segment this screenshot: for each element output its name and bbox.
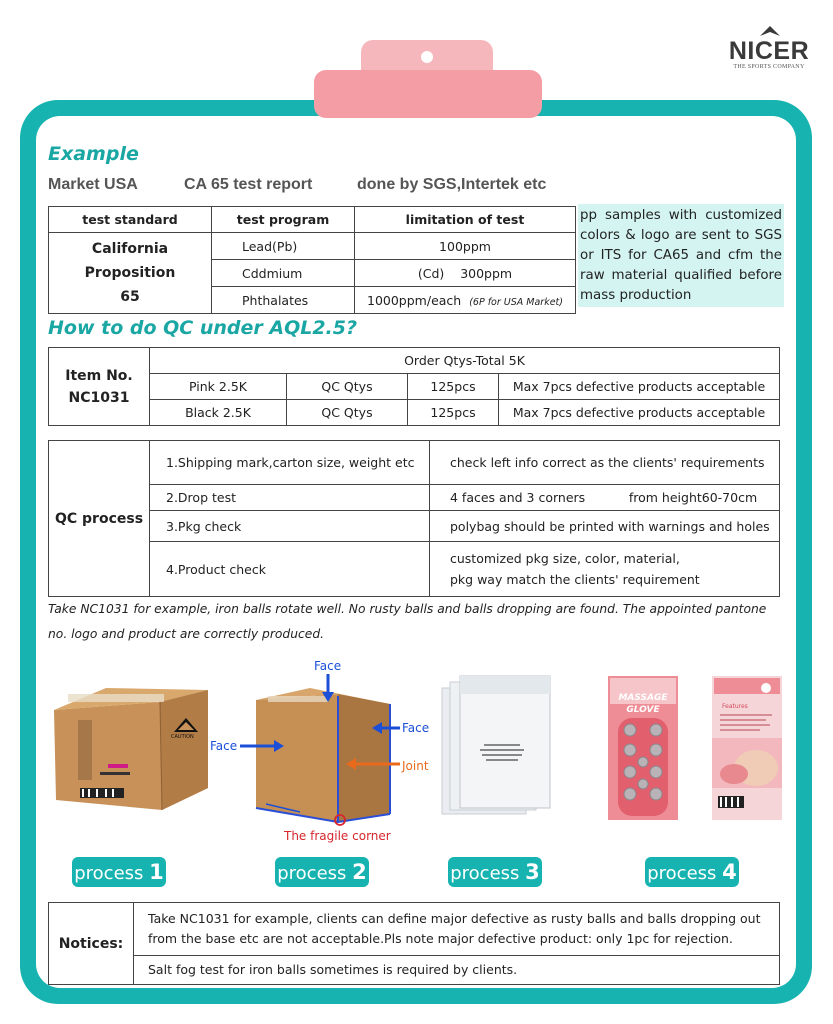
process-label-2	[275, 857, 369, 887]
limit-phthalates-cell	[355, 287, 576, 314]
order-header: Order Qtys-Total 5K	[150, 348, 780, 374]
program-cadmium: Cddmium	[212, 260, 355, 287]
item-number-cell	[49, 348, 150, 426]
order-color: Black 2.5K	[150, 400, 287, 426]
drop-test-diagram	[204, 656, 442, 852]
carton-caution-text: CAUTION	[171, 734, 194, 740]
process-number: 2	[352, 860, 367, 884]
process-number: 3	[525, 860, 540, 884]
process-word: process	[450, 863, 520, 884]
qc-process-label: QC process	[49, 441, 150, 597]
notice-row-1: Take NC1031 for example, clients can define major defective as rusty balls and balls dropping out from the base etc are not acceptable.Pls note major defective product: only 1pc for rejection.	[134, 903, 780, 956]
qc-process-table	[48, 440, 780, 597]
example-heading: Example	[48, 143, 139, 165]
order-type: QC Qtys	[287, 400, 408, 426]
process-label-4	[645, 857, 739, 887]
process-word: process	[277, 863, 347, 884]
test-standard: California Proposition 65	[84, 241, 176, 305]
qc-step-2: 2.Drop test	[150, 485, 430, 511]
limit-cadmium: (Cd) 300ppm	[355, 260, 576, 287]
qc-heading: How to do QC under AQL2.5?	[48, 317, 358, 339]
process-word: process	[74, 863, 144, 884]
carton-image	[50, 680, 212, 830]
process-word: process	[647, 863, 717, 884]
brand-name: NICER	[728, 37, 810, 65]
notices-table	[48, 902, 780, 985]
lab-label: done by SGS,Intertek etc	[357, 176, 547, 193]
qc-check-3: polybag should be printed with warnings and holes	[430, 511, 780, 542]
qc-check-1: check left info correct as the clients' requirements	[430, 441, 780, 485]
lab-note-box: pp samples with customized colors & logo are sent to SGS or ITS for CA65 and cfm the raw material qualified before mass production	[578, 204, 784, 307]
limit-lead: 100ppm	[355, 233, 576, 260]
qc-check-2: 4 faces and 3 corners from height60-70cm	[430, 485, 780, 511]
program-lead: Lead(Pb)	[212, 233, 355, 260]
limit-phthalates: 1000ppm/each	[367, 292, 462, 308]
hang-tab-hole	[421, 51, 433, 63]
product-massage-text: MASSAGE	[618, 693, 668, 703]
header-test-program: test program	[212, 207, 355, 233]
label-face-right: Face	[402, 721, 430, 735]
order-type: QC Qtys	[287, 374, 408, 400]
header-test-standard: test standard	[49, 207, 212, 233]
qc-check-4a: customized pkg size, color, material,	[450, 551, 680, 566]
qc-check-4-cell	[430, 542, 780, 597]
label-face-top: Face	[314, 659, 342, 673]
order-color: Pink 2.5K	[150, 374, 287, 400]
label-fragile-corner: The fragile corner	[284, 829, 391, 843]
order-table	[48, 347, 780, 426]
polybag-image	[440, 674, 556, 820]
market-label: Market USA	[48, 176, 138, 193]
order-qty: 125pcs	[408, 400, 499, 426]
limit-phthalates-note: (6P for USA Market)	[469, 296, 563, 308]
qc-step-4: 4.Product check	[150, 542, 430, 597]
test-standard-cell	[49, 233, 212, 314]
order-qty: 125pcs	[408, 374, 499, 400]
header-limitation: limitation of test	[355, 207, 576, 233]
label-joint: Joint	[402, 759, 429, 773]
order-accept: Max 7pcs defective products acceptable	[499, 400, 780, 426]
program-phthalates: Phthalates	[212, 287, 355, 314]
label-face-left: Face	[210, 739, 238, 753]
qc-check-4b: pkg way match the clients' requirement	[450, 572, 700, 587]
process-number: 4	[722, 860, 737, 884]
brand-logo	[727, 38, 811, 70]
qc-step-1: 1.Shipping mark,carton size, weight etc	[150, 441, 430, 485]
notice-row-2: Salt fog test for iron balls sometimes is required by clients.	[134, 956, 780, 985]
process-label-3	[448, 857, 542, 887]
notices-label: Notices:	[49, 903, 134, 985]
report-label: CA 65 test report	[184, 176, 313, 193]
process-number: 1	[149, 860, 164, 884]
product-features-text: Features	[722, 703, 748, 710]
inspection-paragraph: Take NC1031 for example, iron balls rotate well. No rusty balls and balls dropping are found. The appointed pantone no. logo and product are correctly produced.	[48, 602, 767, 641]
brand-tagline: THE SPORTS COMPANY	[733, 64, 805, 70]
qc-step-3: 3.Pkg check	[150, 511, 430, 542]
hang-tab-front	[314, 70, 542, 118]
product-package-image	[606, 674, 786, 822]
process-label-1	[72, 857, 166, 887]
order-accept: Max 7pcs defective products acceptable	[499, 374, 780, 400]
product-glove-text: GLOVE	[626, 705, 660, 715]
test-table	[48, 206, 576, 314]
item-number: Item No. NC1031	[65, 367, 133, 406]
